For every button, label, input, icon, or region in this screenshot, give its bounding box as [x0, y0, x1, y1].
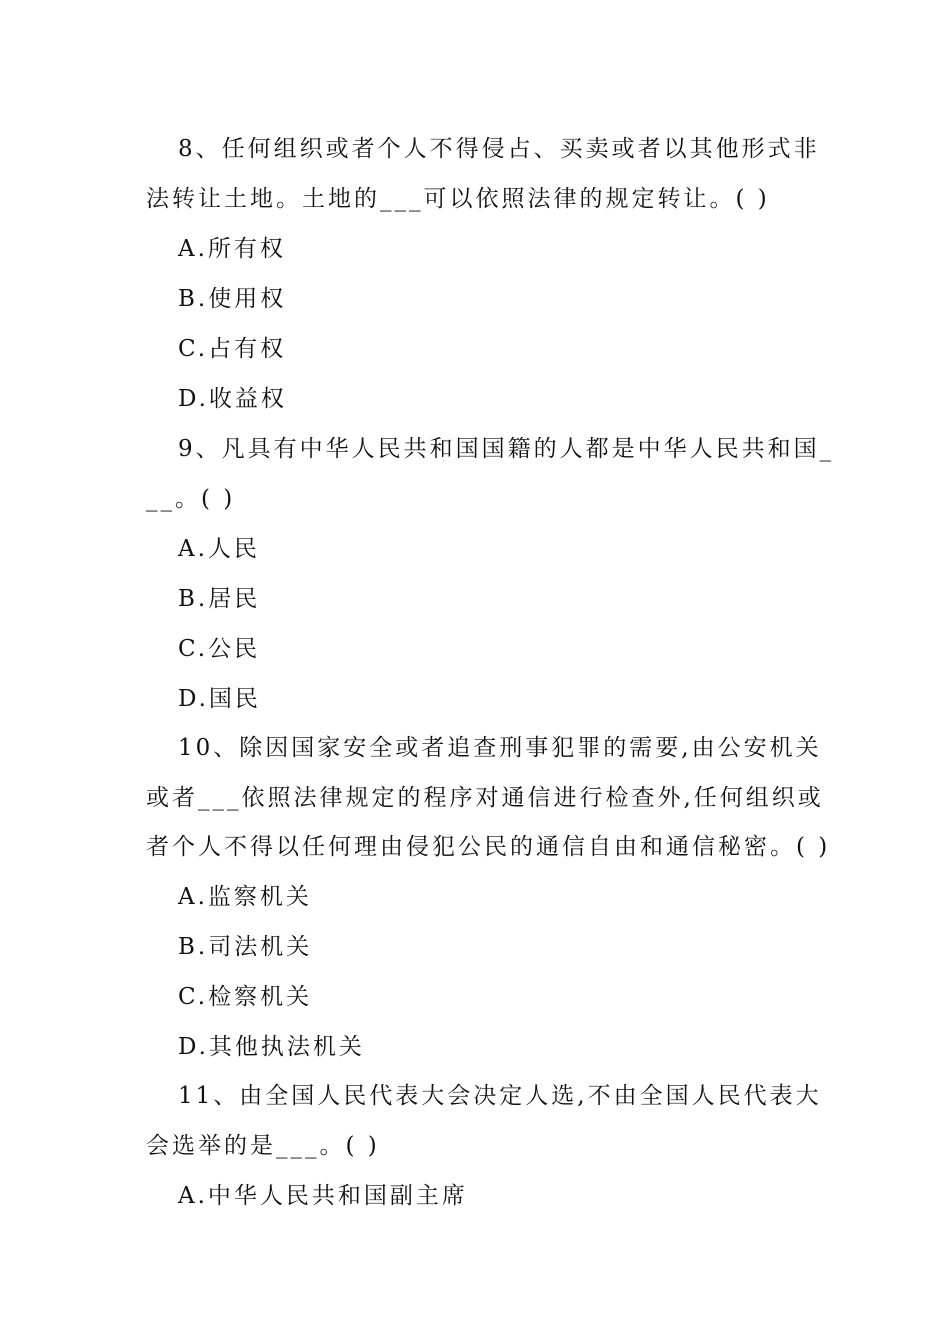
question-9-option-d: D.国民 [178, 686, 261, 712]
question-10-option-c: C.检察机关 [178, 984, 313, 1010]
question-10-option-b: B.司法机关 [178, 934, 313, 960]
question-8-text-line-2: 法转让土地。土地的___可以依照法律的规定转让。( ) [146, 186, 770, 212]
question-8-option-b: B.使用权 [178, 286, 287, 312]
question-10-text-line-2: 或者___依照法律规定的程序对通信进行检查外,任何组织或 [146, 785, 824, 811]
question-8-text-line-1: 8、任何组织或者个人不得侵占、买卖或者以其他形式非 [178, 136, 820, 162]
question-10-option-a: A.监察机关 [178, 884, 312, 910]
question-9-option-b: B.居民 [178, 586, 261, 612]
question-8-option-c: C.占有权 [178, 336, 287, 362]
question-10-text-line-3: 者个人不得以任何理由侵犯公民的通信自由和通信秘密。( ) [146, 834, 831, 860]
question-11-option-a: A.中华人民共和国副主席 [178, 1183, 468, 1209]
question-11-text-line-1: 11、由全国人民代表大会决定人选,不由全国人民代表大 [178, 1083, 822, 1109]
question-9-option-a: A.人民 [178, 536, 260, 562]
question-11-text-line-2: 会选举的是___。( ) [146, 1133, 380, 1159]
question-8-option-d: D.收益权 [178, 386, 287, 412]
question-9-option-c: C.公民 [178, 636, 261, 662]
question-10-text-line-1: 10、除因国家安全或者追查刑事犯罪的需要,由公安机关 [178, 735, 822, 761]
question-8-option-a: A.所有权 [178, 236, 286, 262]
question-9-text-line-1: 9、凡具有中华人民共和国国籍的人都是中华人民共和国_ [178, 436, 835, 462]
question-10-option-d: D.其他执法机关 [178, 1034, 365, 1060]
question-9-text-line-2: __。( ) [146, 486, 236, 512]
